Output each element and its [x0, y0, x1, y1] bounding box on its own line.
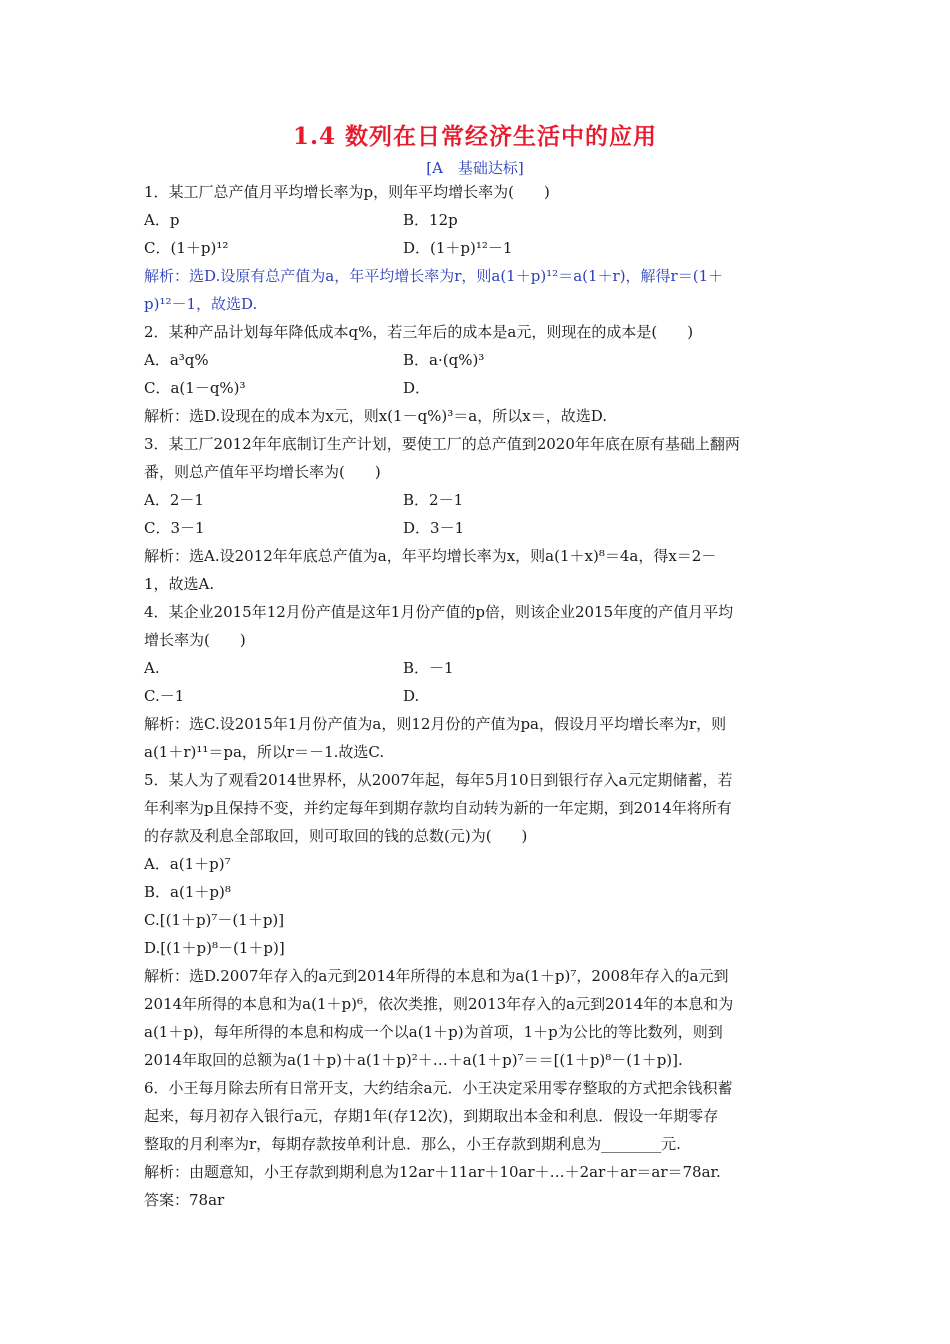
q5-option-b: B．a(1＋p)⁸ — [144, 883, 231, 901]
q4-stem-line-2: 增长率为( ) — [144, 631, 246, 649]
q2-solution: 解析：选D.设现在的成本为x元，则x(1－q%)³＝a，所以x＝，故选D. — [144, 407, 607, 425]
q4-option-c: C.－1 — [144, 687, 185, 705]
q3-stem-line-2: 番，则总产值年平均增长率为( ) — [144, 463, 381, 481]
q6-answer: 答案：78ar — [144, 1191, 225, 1209]
q6-solution: 解析：由题意知，小王存款到期利息为12ar＋11ar＋10ar＋…＋2ar＋ar＝ar＝78ar. — [144, 1163, 721, 1181]
q5-solution-line-2: 2014年所得的本息和为a(1＋p)⁶，依次类推，则2013年存入的a元到2014年的本息和为 — [144, 995, 734, 1013]
q3-option-c: C．3－1 — [144, 519, 205, 537]
q3-solution-line-1: 解析：选A.设2012年年底总产值为a，年平均增长率为x，则a(1＋x)⁸＝4a，得x＝2－ — [144, 547, 717, 565]
q5-option-a: A．a(1＋p)⁷ — [144, 855, 231, 873]
q1-solution-line-1: 解析：选D.设原有总产值为a，年平均增长率为r，则a(1＋p)¹²＝a(1＋r)，解得r＝(1＋ — [144, 267, 724, 285]
q6-stem-line-1: 6．小王每月除去所有日常开支，大约结余a元．小王决定采用零存整取的方式把余钱积蓄 — [144, 1079, 733, 1097]
q6-stem-line-2: 起来，每月初存入银行a元，存期1年(存12次)，到期取出本金和利息．假设一年期零存 — [144, 1107, 719, 1125]
q5-stem-line-2: 年利率为p且保持不变，并约定每年到期存款均自动转为新的一年定期，到2014年将所有 — [144, 799, 732, 817]
q5-solution-line-1: 解析：选D.2007年存入的a元到2014年所得的本息和为a(1＋p)⁷，2008年存入的a元到 — [144, 967, 729, 985]
q5-option-d: D.[(1＋p)⁸－(1＋p)] — [144, 939, 285, 957]
q2-option-d: D． — [403, 379, 431, 397]
q4-option-b: B．－1 — [403, 659, 454, 677]
q3-option-d: D．3－1 — [403, 519, 465, 537]
q1-option-c: C．(1＋p)¹² — [144, 239, 229, 257]
q4-solution-line-1: 解析：选C.设2015年1月份产值为a，则12月份的产值为pa，假设月平均增长率为r，则 — [144, 715, 727, 733]
q4-option-d: D. — [403, 687, 420, 705]
q2-option-b: B．a·(q%)³ — [403, 351, 485, 369]
q5-stem-line-3: 的存款及利息全部取回，则可取回的钱的总数(元)为( ) — [144, 827, 528, 845]
q5-option-c: C.[(1＋p)⁷－(1＋p)] — [144, 911, 285, 929]
q5-solution-line-3: a(1＋p)，每年所得的本息和构成一个以a(1＋p)为首项，1＋p为公比的等比数列，则到 — [144, 1023, 723, 1041]
q2-option-a: A．a³q% — [144, 351, 209, 369]
q5-stem-line-1: 5．某人为了观看2014世界杯，从2007年起，每年5月10日到银行存入a元定期储蓄，若 — [144, 771, 733, 789]
q3-option-a: A．2－1 — [144, 491, 204, 509]
q3-solution-line-2: 1，故选A. — [144, 575, 215, 593]
q1-solution-line-2: p)¹²－1，故选D. — [144, 295, 258, 313]
q4-stem-line-1: 4．某企业2015年12月份产值是这年1月份产值的p倍，则该企业2015年度的产值月平均 — [144, 603, 734, 621]
q1-option-b: B．12p — [403, 211, 458, 229]
q5-solution-line-4: 2014年取回的总额为a(1＋p)＋a(1＋p)²＋…＋a(1＋p)⁷＝＝[(1＋p)⁸－(1＋p)]. — [144, 1051, 683, 1069]
q4-solution-line-2: a(1＋r)¹¹＝pa，所以r＝－1.故选C. — [144, 743, 385, 761]
q1-option-d: D．(1＋p)¹²－1 — [403, 239, 513, 257]
page-title: 1.4 数列在日常经济生活中的应用 — [292, 123, 658, 150]
q2-stem: 2．某种产品计划每年降低成本q%，若三年后的成本是a元，则现在的成本是( ) — [144, 323, 694, 341]
section-subtitle: [A 基础达标] — [426, 159, 524, 177]
q3-option-b: B．2－1 — [403, 491, 464, 509]
q6-stem-line-3: 整取的月利率为r，每期存款按单利计息．那么，小王存款到期利息为________元. — [144, 1135, 681, 1153]
q4-option-a: A. — [144, 659, 160, 677]
q1-option-a: A．p — [144, 211, 180, 229]
q1-stem: 1．某工厂总产值月平均增长率为p，则年平均增长率为( ) — [144, 183, 550, 201]
q3-stem-line-1: 3．某工厂2012年年底制订生产计划，要使工厂的总产值到2020年年底在原有基础上翻两 — [144, 435, 740, 453]
q2-option-c: C．a(1－q%)³ — [144, 379, 246, 397]
